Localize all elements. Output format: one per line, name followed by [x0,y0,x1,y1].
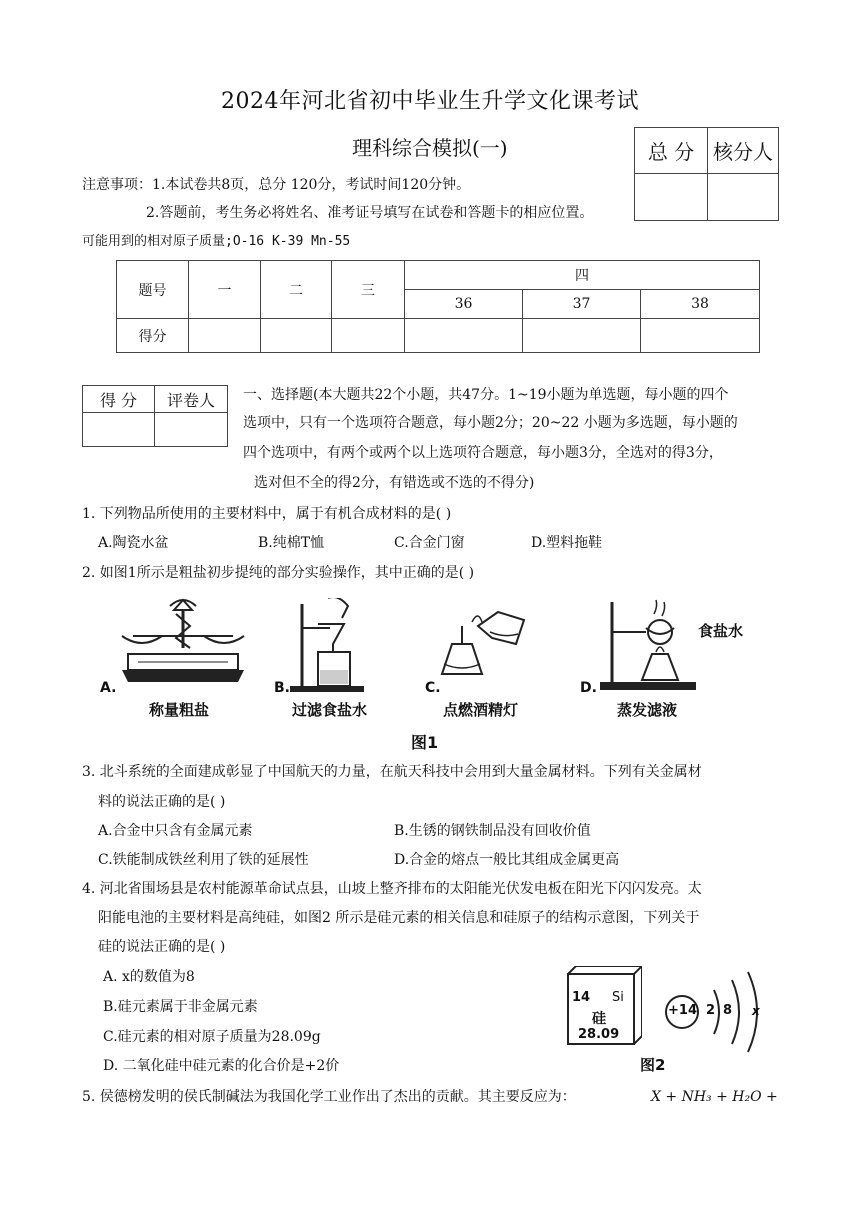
atomic-mass: 28.09 [578,1027,620,1042]
q4-stem-1: 4. 河北省围场县是农村能源革命试点县，山坡上整齐排布的太阳能光伏发电板在阳光下闪闪发亮。太 [82,881,702,897]
q3-option-c[interactable]: C.铁能制成铁丝利用了铁的延展性 [98,852,309,868]
section1-intro-1: 一、选择题(本大题共22个小题，共47分。1~19小题为单选题，每小题的四个 [243,387,729,403]
checker-label: 核分人 [708,128,779,174]
score-cell[interactable] [523,319,641,353]
figure1-letter-b: B. [274,680,290,696]
q2-stem: 2. 如图1所示是粗盐初步提纯的部分实验操作，其中正确的是( ) [82,565,475,581]
q4-option-c[interactable]: C.硅元素的相对原子质量为28.09g [103,1029,321,1045]
q1-option-c[interactable]: C.合金门窗 [394,535,465,551]
question-number-label: 题号 [117,261,189,319]
score-cell[interactable] [189,319,261,353]
section-two: 二 [261,261,332,319]
element-symbol: Si [612,990,624,1005]
score-cell[interactable] [332,319,405,353]
q4-stem-3: 硅的说法正确的是( ) [98,939,226,955]
figure1-label: 图1 [411,733,439,752]
shell-1: 2 [706,1003,716,1018]
evaporation-icon [600,598,700,693]
shell-2: 8 [723,1003,733,1018]
q1-stem: 1. 下列物品所使用的主要材料中，属于有机合成材料的是( ) [82,506,452,522]
q4-option-b[interactable]: B.硅元素属于非金属元素 [103,999,258,1015]
figure-1 [100,596,760,756]
figure-2 [560,966,770,1076]
section-four: 四 [405,261,760,290]
grade-table [116,260,760,353]
total-score-box [634,127,779,221]
total-score-label: 总 分 [635,128,708,174]
figure1-letter-a: A. [100,680,117,696]
salt-water-label: 食盐水 [698,622,744,640]
score-cell[interactable] [405,319,523,353]
figure1-caption-a: 称量粗盐 [149,701,210,719]
figure2-label: 图2 [640,1056,666,1074]
score-row-label: 得分 [117,319,189,353]
shell-3: x [752,1004,760,1018]
notes-line-1: 注意事项：1.本试卷共8页，总分 120分，考试时间120分钟。 [82,177,471,193]
question-37: 37 [523,290,641,319]
atomic-mass-note: 可能用到的相对原子质量;O-16 K-39 Mn-55 [82,234,351,249]
exam-subtitle: 理科综合模拟(一) [352,136,508,160]
q5-formula: X + NH₃ + H₂O + [651,1089,778,1105]
q3-option-d[interactable]: D.合金的熔点一般比其组成金属更高 [394,852,620,868]
alcohol-lamp-icon [432,604,542,689]
q3-option-a[interactable]: A.合金中只含有金属元素 [98,823,253,839]
figure1-caption-b: 过滤食盐水 [292,701,368,719]
figure1-letter-c: C. [425,680,441,696]
q3-option-b[interactable]: B.生锈的钢铁制品没有回收价值 [394,823,591,839]
notes-line-2: 2.答题前，考生务必将姓名、准考证号填写在试卷和答题卡的相应位置。 [146,205,594,221]
figure1-caption-c: 点燃酒精灯 [443,701,519,719]
exam-title: 2024年河北省初中毕业生升学文化课考试 [221,89,639,114]
section1-intro-2: 选项中，只有一个选项符合题意，每小题2分；20~22 小题为多选题，每小题的 [243,415,738,431]
section-one: 一 [189,261,261,319]
q4-option-d[interactable]: D. 二氧化硅中硅元素的化合价是+2价 [103,1058,340,1074]
nucleus-charge: +14 [668,1003,697,1018]
checker-cell[interactable] [708,174,779,221]
figure1-letter-d: D. [580,680,597,696]
section1-intro-3: 四个选项中，有两个或两个以上选项符合题意，每小题3分，全选对的得3分， [243,445,723,461]
figure1-caption-d: 蒸发滤液 [617,701,678,719]
filtration-icon [288,598,378,693]
grader-name-cell[interactable] [155,413,228,447]
q3-stem-1: 3. 北斗系统的全面建成彰显了中国航天的力量，在航天科技中会用到大量金属材料。下列有关金属材 [82,764,702,780]
section1-intro-4: 选对但不全的得2分，有错选或不选的不得分) [254,475,535,491]
question-38: 38 [641,290,760,319]
q1-option-d[interactable]: D.塑料拖鞋 [531,535,603,551]
q5-stem: 5. 侯德榜发明的侯氏制碱法为我国化学工业作出了杰出的贡献。其主要反应为： [82,1089,576,1105]
score-cell[interactable] [261,319,332,353]
balance-icon [108,596,258,691]
q4-option-a[interactable]: A. x的数值为8 [103,969,195,985]
question-36: 36 [405,290,523,319]
grader-label: 评卷人 [155,386,228,413]
element-name: 硅 [592,1011,606,1027]
atomic-number: 14 [572,990,591,1005]
q1-option-b[interactable]: B.纯棉T恤 [258,535,325,551]
grader-score-label: 得 分 [83,386,155,413]
total-score-cell[interactable] [635,174,708,221]
q3-stem-2: 料的说法正确的是( ) [98,794,226,810]
grader-box [82,385,228,447]
q4-stem-2: 阳能电池的主要材料是高纯硅，如图2 所示是硅元素的相关信息和硅原子的结构示意图，下列关于 [98,910,700,926]
score-cell[interactable] [641,319,760,353]
grader-score-cell[interactable] [83,413,155,447]
q1-option-a[interactable]: A.陶瓷水盆 [98,535,169,551]
section-three: 三 [332,261,405,319]
